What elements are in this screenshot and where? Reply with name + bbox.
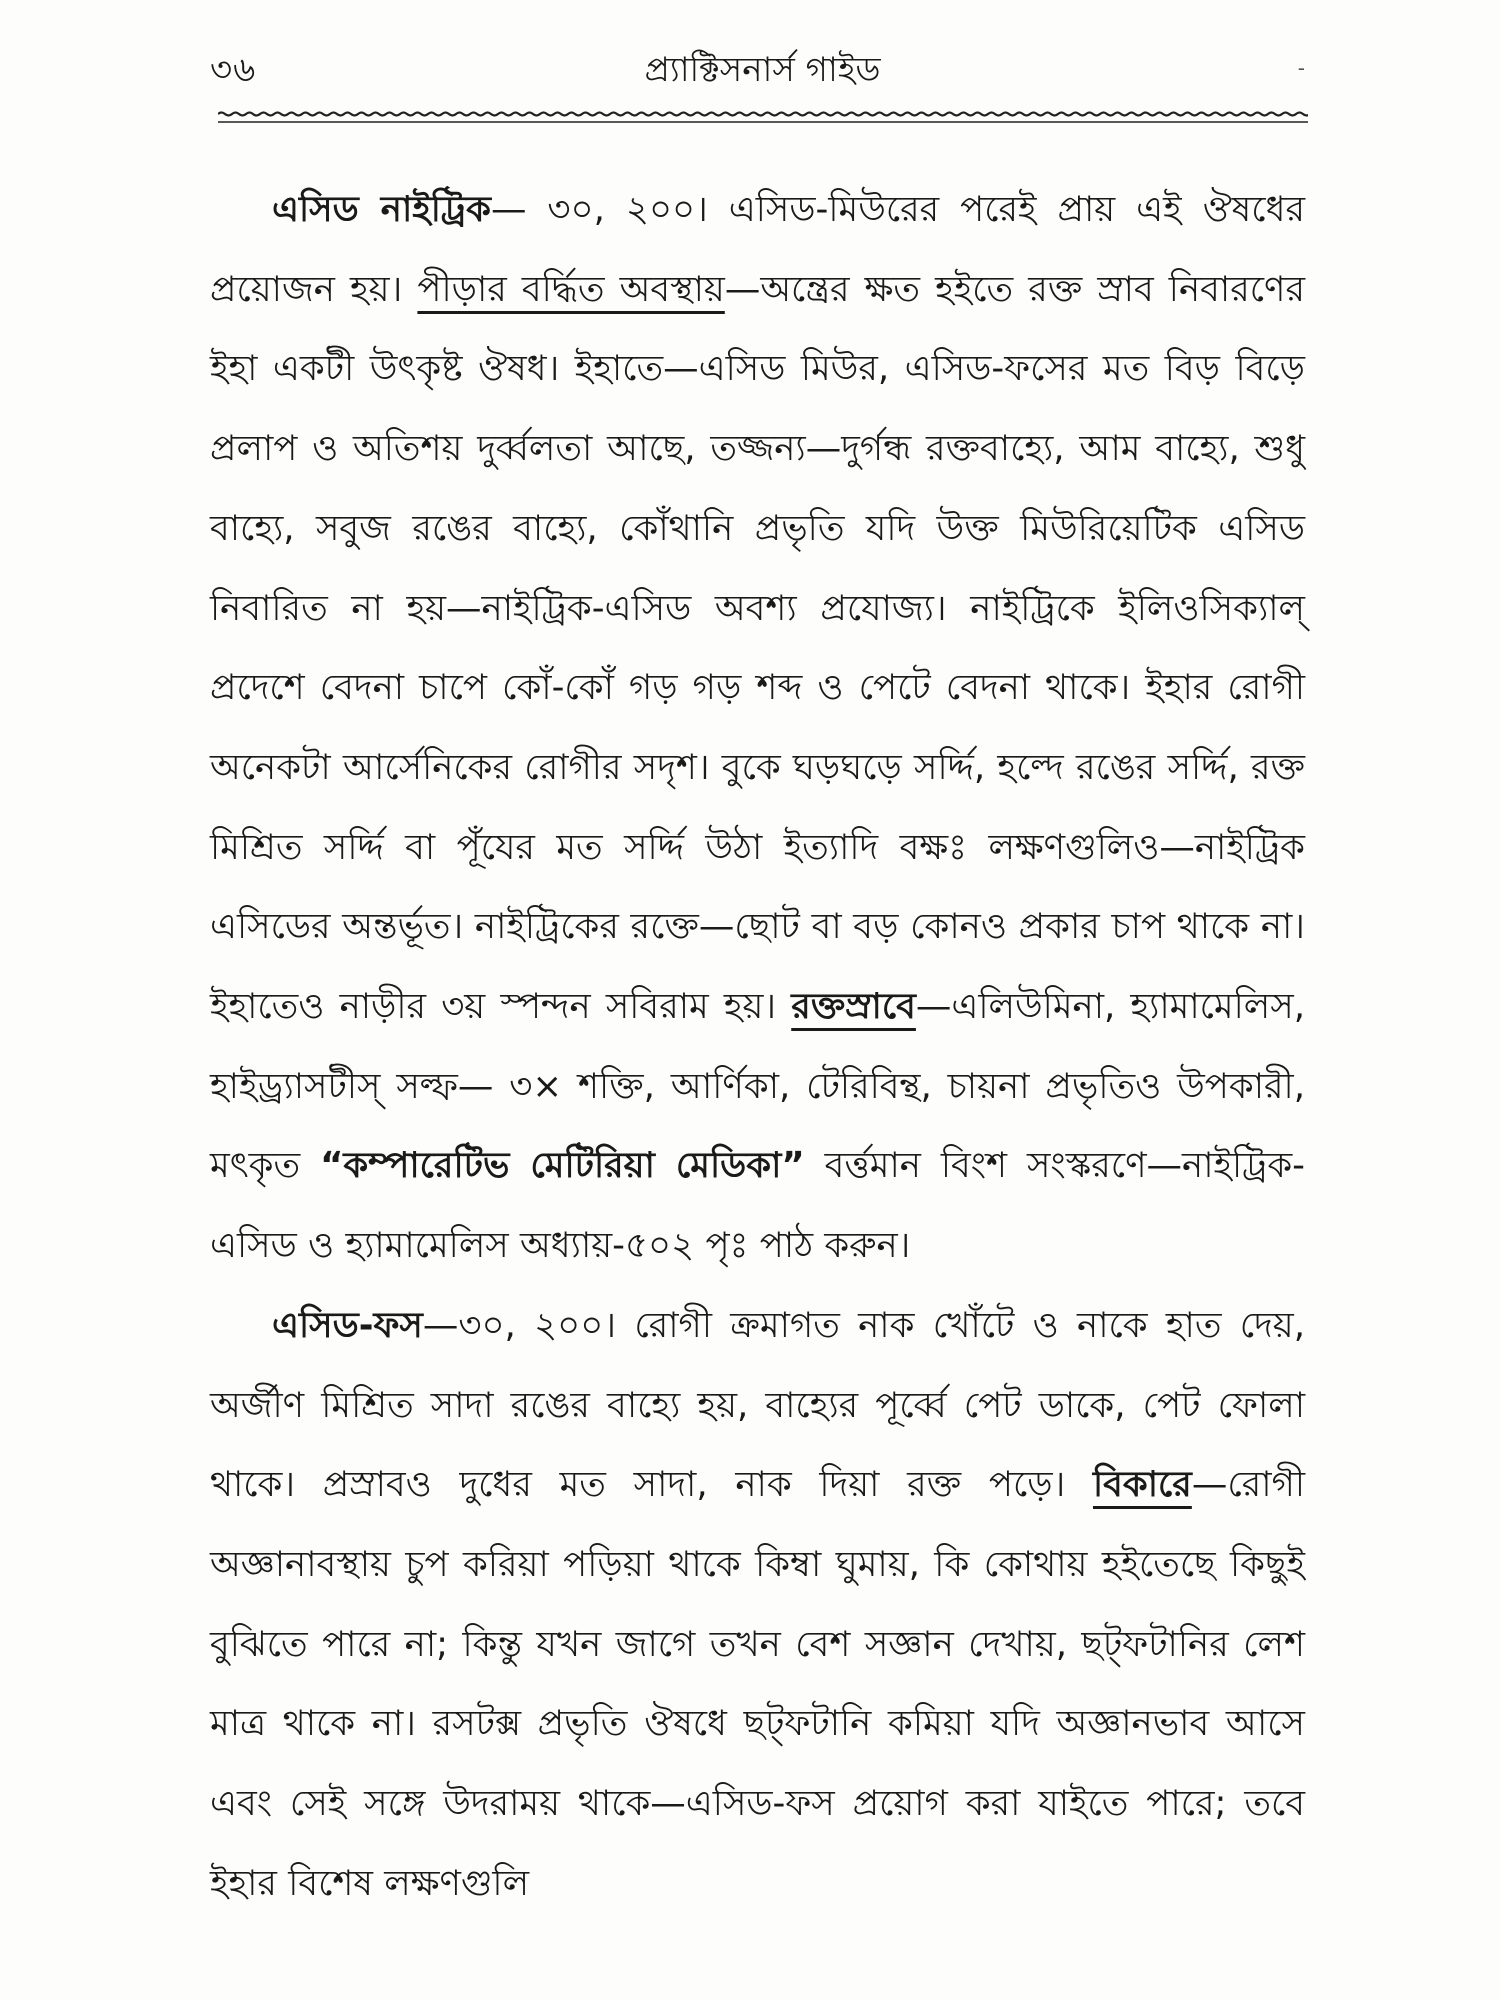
bold-term: এসিড নাইট্রিক	[272, 189, 491, 230]
bold-term: এসিড-ফস	[272, 1304, 423, 1346]
paragraph-acid-nitric	[210, 170, 1305, 1286]
body-text	[210, 170, 1305, 1923]
text-run: বর্ত্তমান বিংশ সংস্করণে—নাইট্রিক-এসিড ও হ্যামামেলিস অধ্যায়-৫০২ পৃঃ পাঠ করুন।	[210, 1145, 1305, 1267]
bold-term: “কম্পারেটিভ মেটিরিয়া মেডিকা”	[320, 1145, 805, 1187]
text-run: —অন্ত্রের ক্ষত হইতে রক্ত স্রাব নিবারণের ইহা একটী উৎকৃষ্ট ঔষধ। ইহাতে—এসিড মিউর, এসিড-ফসের মত বিড় বিড়ে প্রলাপ ও অতিশয় দুর্ব্বলতা আছে, তজ্জন্য—দুর্গন্ধ রক্তবাহ্যে, আম বাহ্যে, শুধু বাহ্যে, সবুজ রঙের বাহ্যে, কোঁথানি প্রভৃতি যদি উক্ত মিউরিয়েটিক এসিড নিবারিত না হয়—নাইট্রিক-এসিড অবশ্য প্রযোজ্য। নাইট্রিকে ইলিওসিক্যাল্ প্রদেশে বেদনা চাপে কোঁ-কোঁ গড় গড় শব্দ ও পেটে বেদনা থাকে। ইহার রোগী অনেকটা আর্সেনিকের রোগীর সদৃশ। বুকে ঘড়ঘড়ে সর্দ্দি, হল্দে রঙের সর্দ্দি, রক্ত মিশ্রিত সর্দ্দি বা পূঁযের মত সর্দ্দি উঠা ইত্যাদি বক্ষঃ লক্ষণগুলিও—নাইট্রিক এসিডের অন্তর্ভূত। নাইট্রিকের রক্তে—ছোট বা বড় কোনও প্রকার চাপ থাকে না। ইহাতেও নাড়ীর ৩য় স্পন্দন সবিরাম হয়।	[210, 268, 1305, 1028]
underlined-heading: পীড়ার বর্দ্ধিত অবস্থায়	[417, 268, 725, 310]
header-mark: -	[1297, 56, 1305, 80]
bold-underlined-heading: রক্তস্রাবে	[791, 986, 916, 1028]
bold-underlined-heading: বিকারে	[1093, 1464, 1192, 1506]
running-title: প্র্যাক্টিসনার্স গাইড	[644, 50, 881, 90]
page-header	[210, 38, 1315, 98]
page-number: ৩৬	[210, 50, 257, 90]
wavy-header-rule	[218, 108, 1308, 126]
text-run: — ৩০, ২০০। এসিড-মিউরের পরেই প্রায় এই ঔষধের প্রয়োজন হয়।	[210, 189, 1305, 310]
paragraph-acid-phos	[210, 1286, 1305, 1924]
text-run: —৩০, ২০০। রোগী ক্রমাগত নাক খোঁটে ও নাকে হাত দেয়, অর্জীণ মিশ্রিত সাদা রঙের বাহ্যে হয়, বাহ্যের পূর্ব্বে পেট ডাকে, পেট ফোলা থাকে। প্রস্রাবও দুধের মত সাদা, নাক দিয়া রক্ত পড়ে।	[210, 1304, 1305, 1506]
text-run: —এলিউমিনা, হ্যামামেলিস, হাইড্র্যাসটীস্ সল্ফ— ৩× শক্তি, আর্ণিকা, টেরিবিন্থ, চায়না প্রভৃতিও উপকারী, মৎকৃত	[210, 986, 1305, 1187]
text-run: —রোগী অজ্ঞানাবস্থায় চুপ করিয়া পড়িয়া থাকে কিম্বা ঘুমায়, কি কোথায় হইতেছে কিছুই বুঝিতে পারে না; কিন্তু যখন জাগে তখন বেশ সজ্ঞান দেখায়, ছট্ফটানির লেশ মাত্র থাকে না। রসটক্স প্রভৃতি ঔষধে ছট্ফটানি কমিয়া যদি অজ্ঞানভাব আসে এবং সেই সঙ্গে উদরাময় থাকে—এসিড-ফস প্রয়োগ করা যাইতে পারে; তবে ইহার বিশেষ লক্ষণগুলি	[210, 1464, 1305, 1904]
